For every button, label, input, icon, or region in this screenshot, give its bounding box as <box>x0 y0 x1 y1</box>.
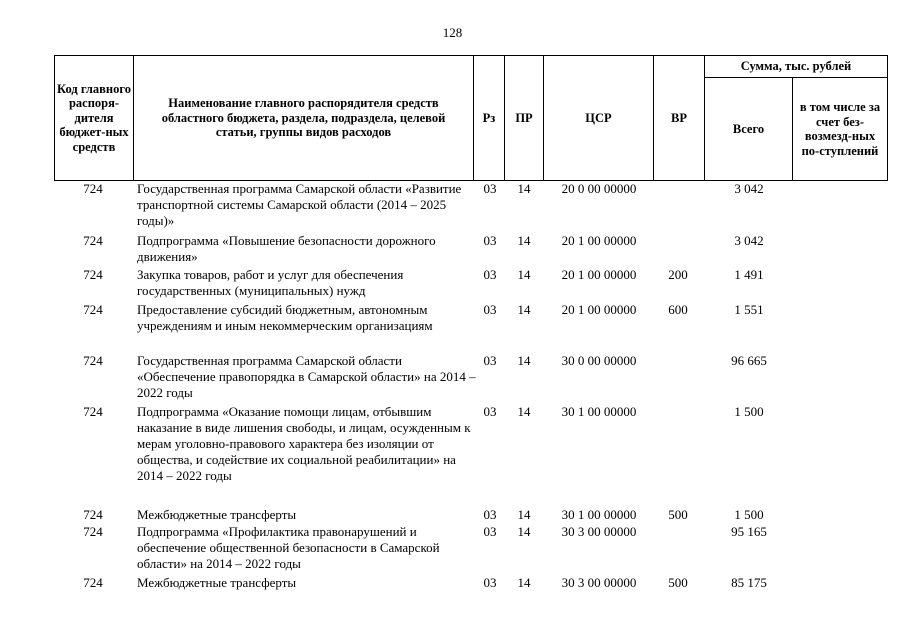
cell-rz: 03 <box>483 233 497 248</box>
cell-total: 1 500 <box>734 404 764 419</box>
cell-csr: 20 1 00 00000 <box>561 233 637 248</box>
cell-rz: 03 <box>483 575 497 590</box>
cell-rz: 03 <box>483 404 497 419</box>
cell-pr: 14 <box>517 575 531 590</box>
cell-total: 96 665 <box>731 353 767 368</box>
table-row <box>54 233 888 267</box>
cell-pr: 14 <box>517 404 531 419</box>
cell-vr: 200 <box>668 267 688 282</box>
cell-total: 3 042 <box>734 233 764 248</box>
cell-total: 1 551 <box>734 302 764 317</box>
cell-name: Государственная программа Самарской области «Развитие транспортной системы Самарской области (2014 – 2025 годы)» <box>137 181 462 228</box>
page-number: 128 <box>442 25 463 40</box>
cell-csr: 30 1 00 00000 <box>561 404 637 419</box>
cell-name: Подпрограмма «Оказание помощи лицам, отбывшим наказание в виде лишения свободы, и лицам, осужденным к мерам уголовно-правового характера без изоляции от общества, и содействие их социальной реабилитации» на 2014 – 2022 годы <box>137 404 471 483</box>
cell-vr: 500 <box>668 575 688 590</box>
cell-csr: 20 1 00 00000 <box>561 267 637 282</box>
cell-pr: 14 <box>517 302 531 317</box>
header-pr: ПР <box>515 110 533 125</box>
cell-code: 724 <box>83 507 103 522</box>
table-row <box>54 575 888 592</box>
cell-csr: 20 1 00 00000 <box>561 302 637 317</box>
cell-rz: 03 <box>483 507 497 522</box>
table-row <box>54 302 888 353</box>
cell-code: 724 <box>83 575 103 590</box>
cell-rz: 03 <box>483 267 497 282</box>
header-total: Всего <box>732 121 765 136</box>
table-row <box>54 353 888 404</box>
cell-csr: 30 1 00 00000 <box>561 507 637 522</box>
cell-code: 724 <box>83 353 103 368</box>
cell-total: 1 491 <box>734 267 764 282</box>
cell-pr: 14 <box>517 181 531 196</box>
cell-name: Государственная программа Самарской области «Обеспечение правопорядка в Самарской области» на 2014 – 2022 годы <box>137 353 476 400</box>
cell-pr: 14 <box>517 267 531 282</box>
cell-name: Межбюджетные трансферты <box>137 507 297 522</box>
cell-vr: 600 <box>668 302 688 317</box>
cell-csr: 30 0 00 00000 <box>561 353 637 368</box>
cell-total: 3 042 <box>734 181 764 196</box>
cell-name: Закупка товаров, работ и услуг для обеспечения государственных (муниципальных) нужд <box>137 267 404 298</box>
cell-name: Предоставление субсидий бюджетным, автономным учреждениям и иным некоммерческим организациям <box>137 302 433 333</box>
cell-name: Подпрограмма «Профилактика правонарушений и обеспечение общественной безопасности в Самарской области» на 2014 – 2022 годы <box>137 524 440 571</box>
table-row <box>54 181 888 233</box>
cell-code: 724 <box>83 233 103 248</box>
header-vr: ВР <box>671 110 687 125</box>
cell-csr: 30 3 00 00000 <box>561 524 637 539</box>
cell-vr: 500 <box>668 507 688 522</box>
cell-rz: 03 <box>483 353 497 368</box>
cell-code: 724 <box>83 181 103 196</box>
cell-name: Подпрограмма «Повышение безопасности дорожного движения» <box>137 233 436 264</box>
table-row <box>54 267 888 302</box>
cell-code: 724 <box>83 404 103 419</box>
cell-total: 85 175 <box>731 575 767 590</box>
header-sum-group: Сумма, тыс. рублей <box>740 59 852 74</box>
cell-pr: 14 <box>517 233 531 248</box>
table-body <box>54 181 888 592</box>
header-name: Наименование главного распорядителя средств областного бюджета, раздела, подраздела, целевой статьи, группы видов расходов <box>161 96 446 140</box>
table-row <box>54 507 888 524</box>
cell-total: 95 165 <box>731 524 767 539</box>
cell-code: 724 <box>83 302 103 317</box>
table-row <box>54 524 888 575</box>
cell-rz: 03 <box>483 524 497 539</box>
cell-rz: 03 <box>483 181 497 196</box>
header-rz: Рз <box>482 110 496 125</box>
cell-csr: 30 3 00 00000 <box>561 575 637 590</box>
header-code: Код главного распоря-дителя бюджет-ных средств <box>57 81 131 154</box>
cell-name: Межбюджетные трансферты <box>137 575 297 590</box>
cell-pr: 14 <box>517 524 531 539</box>
table-header <box>54 55 888 181</box>
cell-total: 1 500 <box>734 507 764 522</box>
table-row <box>54 404 888 507</box>
cell-pr: 14 <box>517 507 531 522</box>
cell-code: 724 <box>83 267 103 282</box>
header-grants: в том числе за счет без-возмезд-ных по-ступлений <box>799 100 881 158</box>
cell-code: 724 <box>83 524 103 539</box>
cell-rz: 03 <box>483 302 497 317</box>
cell-csr: 20 0 00 00000 <box>561 181 637 196</box>
header-csr: ЦСР <box>585 110 612 125</box>
cell-pr: 14 <box>517 353 531 368</box>
